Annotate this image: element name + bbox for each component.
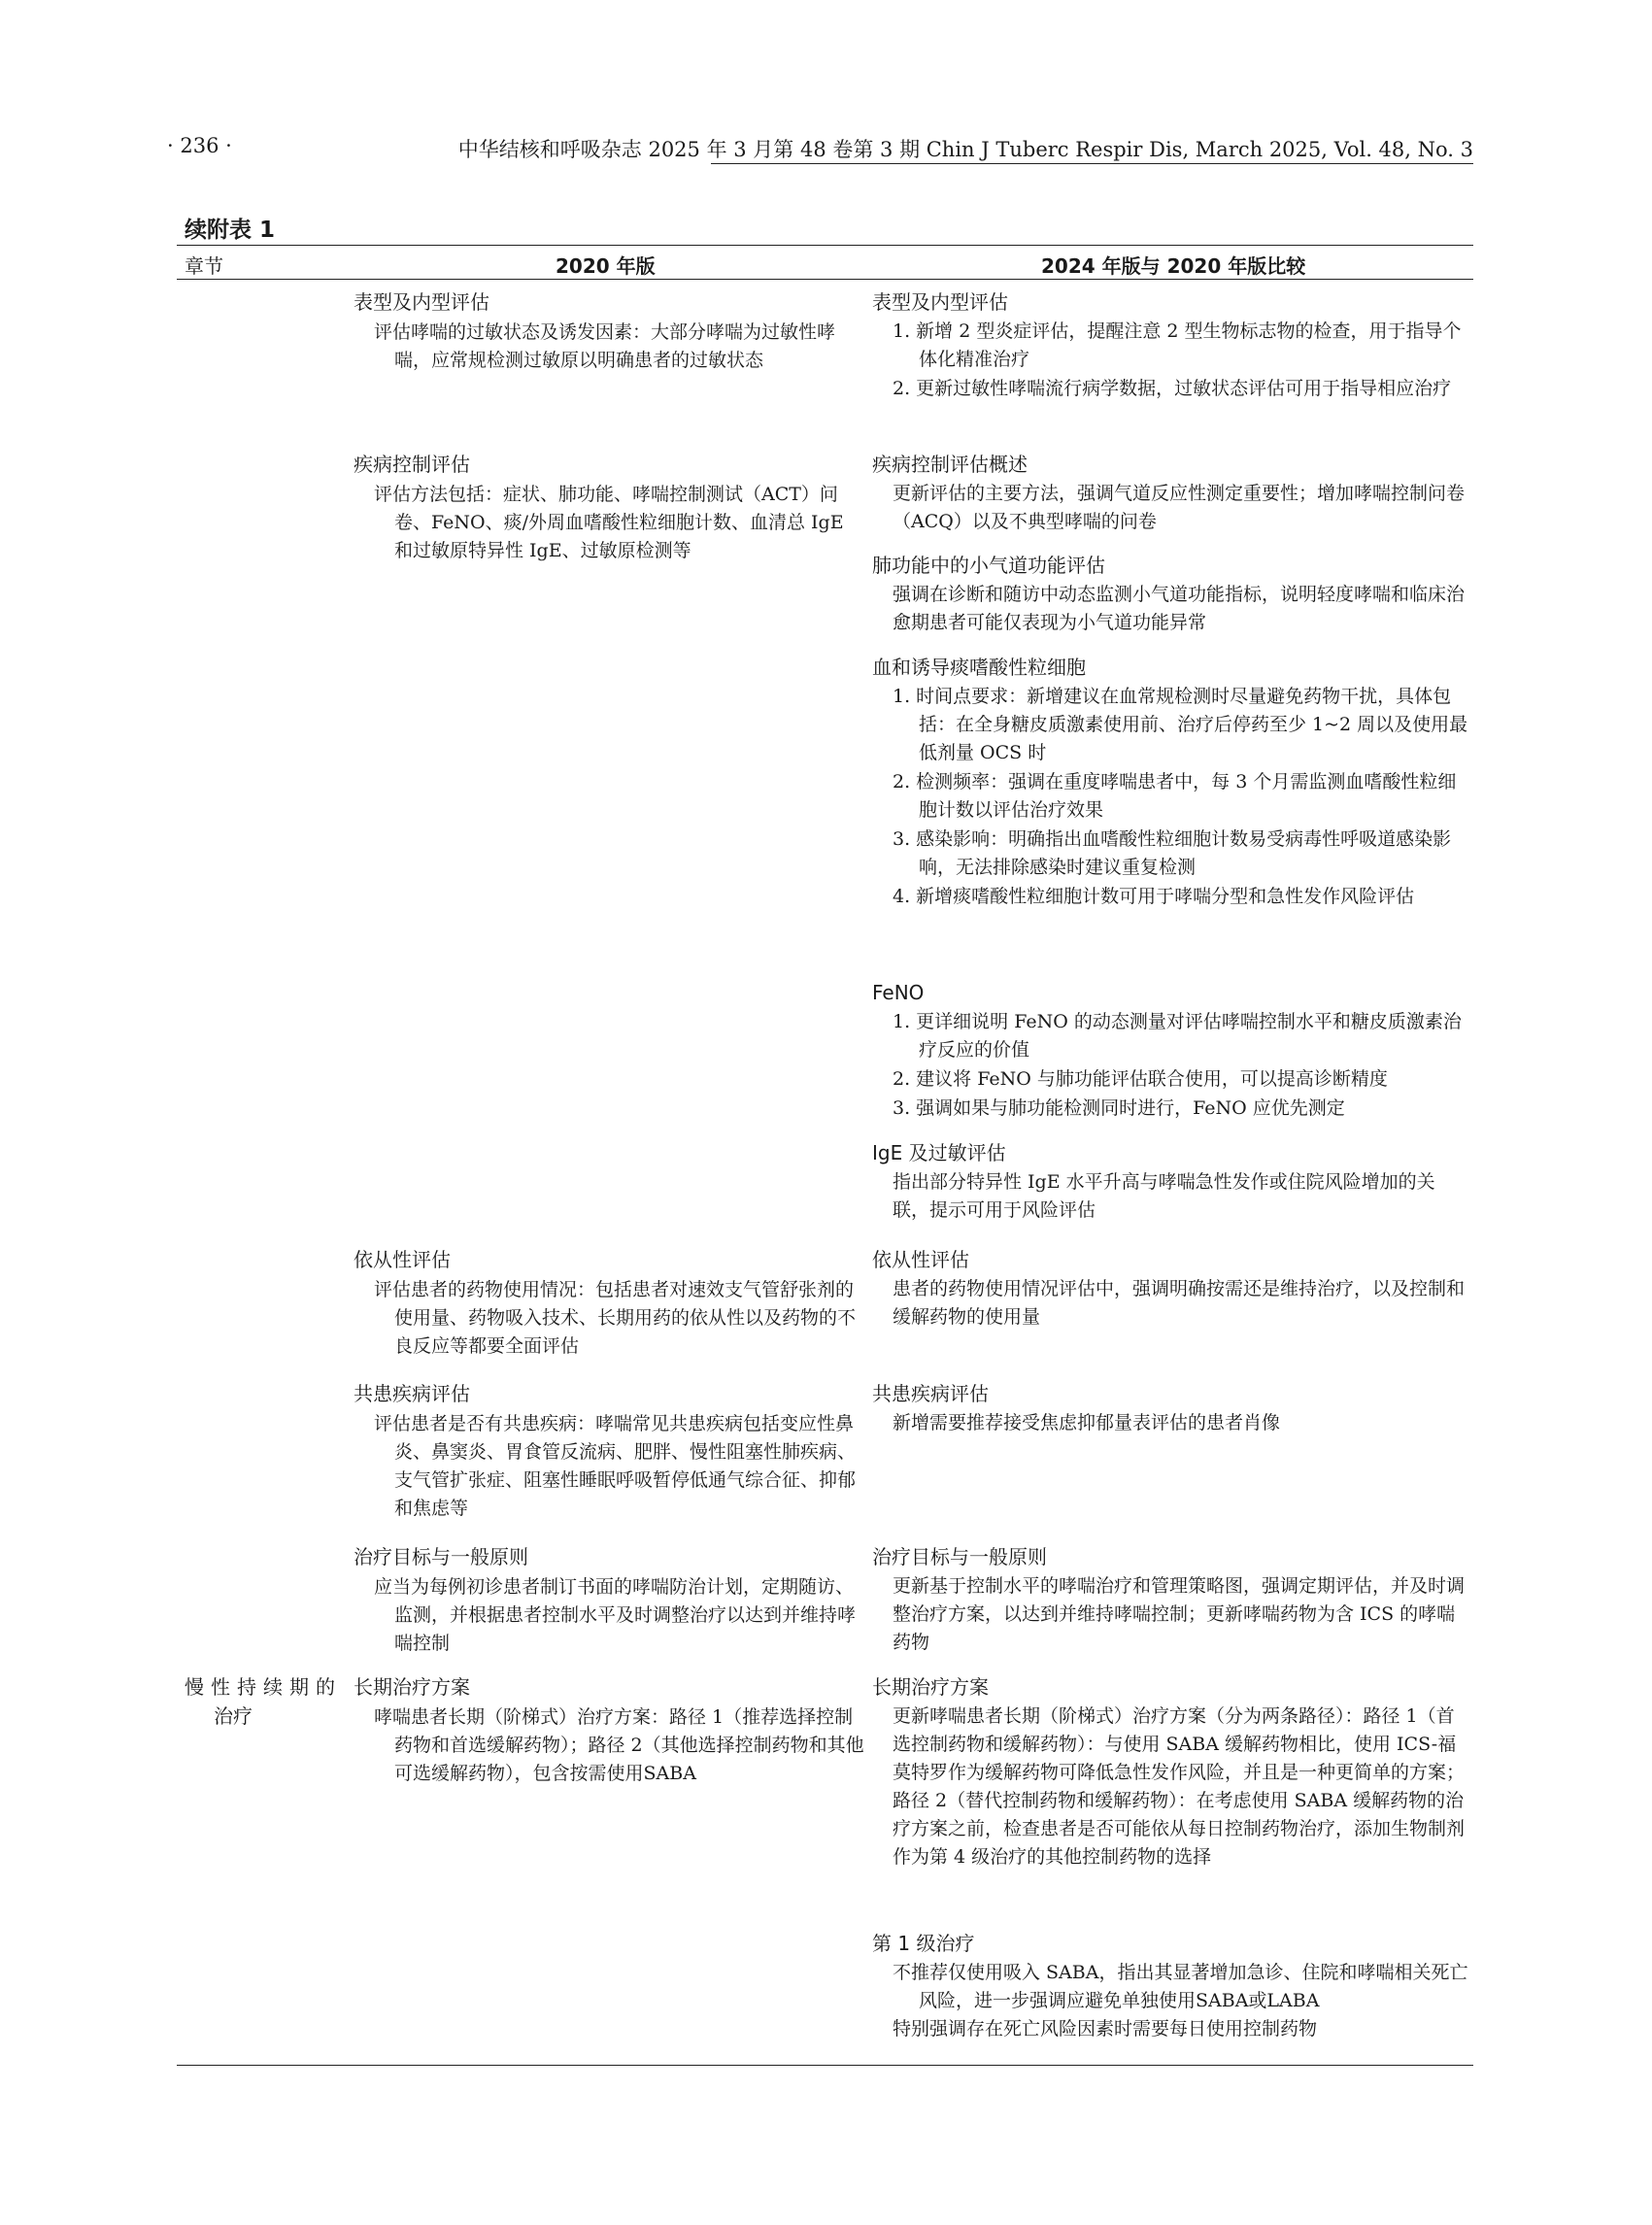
column-header-2020: 2020 年版: [556, 254, 656, 278]
page-number: · 236 ·: [167, 134, 232, 157]
block-text: 患者的药物使用情况评估中，强调明确按需还是维持治疗，以及控制和缓解药物的使用量: [893, 1278, 1466, 1328]
left-block-adherence: [354, 1245, 864, 1361]
block-text: 评估患者是否有共患疾病：哮喘常见共患疾病包括变应性鼻炎、鼻窦炎、胃食管反流病、肥胖、慢性阻塞性肺疾病、支气管扩张症、阻塞性睡眠呼吸暂停低通气综合征、抑郁和焦虑等: [374, 1413, 857, 1519]
list-item: 1. 时间点要求：新增建议在血常规检测时尽量避免药物干扰，具体包括：在全身糖皮质激素使用前、治疗后停药至少 1~2 周以及使用最低剂量 OCS 时: [893, 686, 1468, 763]
right-block-feno: [872, 978, 1469, 1123]
block-text: 更新评估的主要方法，强调气道反应性测定重要性；增加哮喘控制问卷（ACQ）以及不典型哮喘的问卷: [893, 483, 1466, 532]
list-item: 4. 新增痰嗜酸性粒细胞计数可用于哮喘分型和急性发作风险评估: [893, 886, 1415, 907]
right-block-phenotype: [872, 287, 1469, 403]
right-block-small-airway: [872, 551, 1469, 637]
right-block-longterm: [872, 1672, 1469, 1871]
block-title: 疾病控制评估: [354, 453, 470, 476]
block-title: 长期治疗方案: [354, 1675, 470, 1699]
left-block-phenotype: [354, 287, 864, 375]
block-title: 血和诱导痰嗜酸性粒细胞: [872, 656, 1086, 679]
right-block-control: [872, 450, 1469, 536]
block-text: 新增需要推荐接受焦虑抑郁量表评估的患者肖像: [893, 1412, 1281, 1433]
block-title: 疾病控制评估概述: [872, 453, 1028, 476]
journal-citation: 中华结核和呼吸杂志 2025 年 3 月第 48 卷第 3 期 Chin J Tuberc Respir Dis, March 2025, Vol. 48, No. 3: [457, 138, 1473, 161]
block-text: 评估方法包括：症状、肺功能、哮喘控制测试（ACT）问卷、FeNO、痰/外周血嗜酸性粒细胞计数、血清总 IgE 和过敏原特异性 IgE、过敏原检测等: [374, 484, 844, 561]
table-top-rule: [177, 245, 1473, 246]
right-block-step1: [872, 1929, 1469, 2043]
table-bottom-rule: [177, 2065, 1473, 2066]
block-title: FeNO: [872, 981, 925, 1004]
column-header-chapter: 章节: [185, 254, 223, 278]
list-item: 3. 感染影响：明确指出血嗜酸性粒细胞计数易受病毒性呼吸道感染影响，无法排除感染时建议重复检测: [893, 828, 1452, 878]
chapter-label-line: 治疗: [214, 1704, 253, 1728]
block-text: 哮喘患者长期（阶梯式）治疗方案：路径 1（推荐选择控制药物和首选缓解药物）；路径 2（其他选择控制药物和其他可选缓解药物），包含按需使用SABA: [374, 1706, 864, 1784]
block-text: 不推荐仅使用吸入 SABA，指出其显著增加急诊、住院和哮喘相关死亡风险，进一步强调应避免单独使用SABA或LABA: [893, 1962, 1468, 2011]
block-title: 治疗目标与一般原则: [872, 1545, 1047, 1568]
column-header-2024: 2024 年版与 2020 年版比较: [1041, 254, 1306, 278]
list-item: 2. 更新过敏性哮喘流行病学数据，过敏状态评估可用于指导相应治疗: [893, 378, 1452, 399]
block-title: 依从性评估: [354, 1248, 451, 1271]
list-item: 1. 新增 2 型炎症评估，提醒注意 2 型生物标志物的检查，用于指导个体化精准治疗: [893, 320, 1462, 370]
list-item: 3. 强调如果与肺功能检测同时进行，FeNO 应优先测定: [893, 1097, 1345, 1119]
list-item: 1. 更详细说明 FeNO 的动态测量对评估哮喘控制水平和糖皮质激素治疗反应的价值: [893, 1011, 1462, 1061]
block-text: 评估哮喘的过敏状态及诱发因素：大部分哮喘为过敏性哮喘，应常规检测过敏原以明确患者的过敏状态: [374, 321, 836, 371]
block-title: 表型及内型评估: [354, 290, 489, 314]
header-rule: [711, 163, 1473, 164]
block-title: 肺功能中的小气道功能评估: [872, 554, 1105, 577]
block-title: IgE 及过敏评估: [872, 1141, 1006, 1164]
block-title: 表型及内型评估: [872, 290, 1008, 314]
left-block-control: [354, 450, 864, 565]
right-block-goals: [872, 1542, 1469, 1657]
list-item: 2. 检测频率：强调在重度哮喘患者中，每 3 个月需监测血嗜酸性粒细胞计数以评估治疗效果: [893, 771, 1457, 821]
block-text: 指出部分特异性 IgE 水平升高与哮喘急性发作或住院风险增加的关联，提示可用于风险评估: [893, 1171, 1435, 1221]
left-block-comorbidity: [354, 1379, 864, 1523]
block-title: 治疗目标与一般原则: [354, 1545, 528, 1568]
right-block-eosinophil: [872, 653, 1469, 911]
block-text: 更新基于控制水平的哮喘治疗和管理策略图，强调定期评估，并及时调整治疗方案，以达到并维持哮喘控制；更新哮喘药物为含 ICS 的哮喘药物: [893, 1575, 1466, 1653]
block-text: 特别强调存在死亡风险因素时需要每日使用控制药物: [893, 2018, 1318, 2040]
table-caption: 续附表 1: [185, 218, 276, 243]
chapter-label-line: 慢性持续期的: [185, 1675, 342, 1699]
block-text: 更新哮喘患者长期（阶梯式）治疗方案（分为两条路径）：路径 1（首选控制药物和缓解药物）：与使用 SABA 缓解药物相比，使用 ICS-福莫特罗作为缓解药物可降低急性发作风险，并且是一种更简单的方案；路径 2（替代控制药物和缓解药物）：在考虑使用 SABA 缓解药物的治疗方案之前，检查患者是否可能依从每日控制药物治疗，添加生物制剂作为第 4 级治疗的其他控制药物的选择: [893, 1705, 1466, 1868]
right-block-ige: [872, 1138, 1469, 1225]
table-header-rule: [177, 279, 1473, 280]
block-text: 应当为每例初诊患者制订书面的哮喘防治计划，定期随访、监测，并根据患者控制水平及时调整治疗以达到并维持哮喘控制: [374, 1576, 857, 1654]
left-block-longterm: [354, 1672, 864, 1788]
block-text: 评估患者的药物使用情况：包括患者对速效支气管舒张剂的使用量、药物吸入技术、长期用药的依从性以及药物的不良反应等都要全面评估: [374, 1279, 857, 1357]
running-header: [167, 134, 1473, 163]
block-title: 共患疾病评估: [872, 1382, 989, 1405]
list-item: 2. 建议将 FeNO 与肺功能评估联合使用，可以提高诊断精度: [893, 1068, 1388, 1090]
chapter-label: [185, 1672, 342, 1731]
right-block-adherence: [872, 1245, 1469, 1332]
block-title: 第 1 级治疗: [872, 1932, 975, 1955]
left-block-goals: [354, 1542, 864, 1658]
block-text: 强调在诊断和随访中动态监测小气道功能指标，说明轻度哮喘和临床治愈期患者可能仅表现为小气道功能异常: [893, 584, 1466, 633]
block-title: 共患疾病评估: [354, 1382, 470, 1405]
block-title: 长期治疗方案: [872, 1675, 989, 1699]
block-title: 依从性评估: [872, 1248, 969, 1271]
right-block-comorbidity: [872, 1379, 1469, 1437]
